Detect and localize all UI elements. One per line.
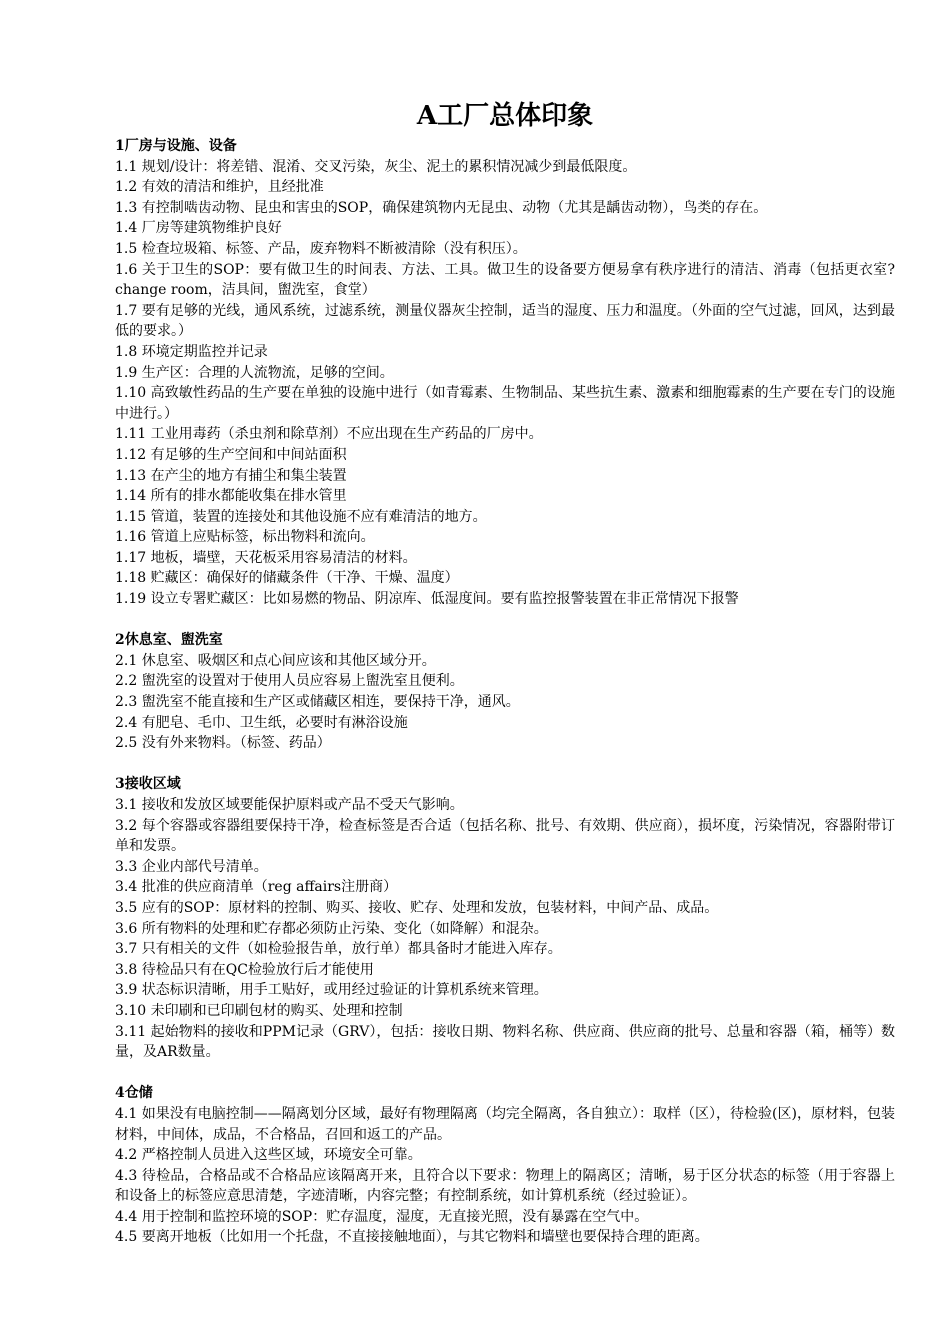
section-item: 1.19 设立专署贮藏区：比如易燃的物品、阴凉库、低湿度间。要有监控报警装置在非正常情况下报警 — [115, 591, 739, 608]
section-item: 1.2 有效的清洁和维护，且经批准 — [115, 179, 324, 196]
section-item: 2.3 盥洗室不能直接和生产区或储藏区相连，要保持干净，通风。 — [115, 694, 520, 711]
section-heading: 1厂房与设施、设备 — [115, 138, 237, 154]
section-item: 1.4 厂房等建筑物维护良好 — [115, 220, 282, 237]
section-heading: 2休息室、盥洗室 — [115, 632, 223, 649]
section-item: 4.2 严格控制人员进入这些区域，环境安全可靠。 — [115, 1147, 422, 1164]
section-item: 3.11 起始物料的接收和PPM记录（GRV），包括：接收日期、物料名称、供应商、供应商的批号、总量和容器（箱，桶等）数量，及AR数量。 — [115, 1023, 895, 1061]
section-heading: 4仓储 — [115, 1085, 153, 1102]
section-item: 1.6 关于卫生的SOP：要有做卫生的时间表、方法、工具。做卫生的设备要方便易拿有秩序进行的清洁、消毒（包括更衣室?change room，洁具间，盥洗室，食堂） — [115, 261, 895, 299]
section-item: 3.1 接收和发放区域要能保护原料或产品不受天气影响。 — [115, 797, 464, 813]
section-item: 1.3 有控制啮齿动物、昆虫和害虫的SOP，确保建筑物内无昆虫、动物（尤其是龋齿动物），鸟类的存在。 — [115, 199, 768, 216]
section-3 — [115, 774, 895, 1062]
section-item: 3.2 每个容器或容器组要保持干净，检查标签是否合适（包括名称、批号、有效期、供应商），损坏度，污染情况，容器附带订单和发票。 — [115, 817, 895, 855]
section-1 — [115, 136, 895, 610]
document-page — [115, 98, 895, 1269]
section-item: 4.4 用于控制和监控环境的SOP：贮存温度，湿度，无直接光照，没有暴露在空气中。 — [115, 1208, 649, 1225]
section-item: 1.9 生产区：合理的人流物流，足够的空间。 — [115, 364, 394, 381]
section-item: 2.1 休息室、吸烟区和点心间应该和其他区域分开。 — [115, 652, 436, 669]
section-item: 3.8 待检品只有在QC检验放行后才能使用 — [115, 961, 374, 978]
section-item: 2.4 有肥皂、毛巾、卫生纸，必要时有淋浴设施 — [115, 714, 408, 731]
section-item: 2.2 盥洗室的设置对于使用人员应容易上盥洗室且便利。 — [115, 673, 464, 690]
section-item: 3.10 未印刷和已印刷包材的购买、处理和控制 — [115, 1002, 403, 1019]
section-item: 2.5 没有外来物料。（标签、药品） — [115, 735, 331, 752]
section-heading: 3接收区域 — [115, 776, 181, 793]
section-2 — [115, 630, 895, 754]
sections-container — [115, 136, 895, 1248]
section-item: 3.4 批准的供应商清单（reg affairs注册商） — [115, 879, 398, 896]
section-item: 1.12 有足够的生产空间和中间站面积 — [115, 446, 347, 463]
section-item: 4.5 要离开地板（比如用一个托盘，不直接接触地面），与其它物料和墙壁也要保持合理的距离。 — [115, 1229, 709, 1246]
section-item: 4.3 待检品，合格品或不合格品应该隔离开来，且符合以下要求：物理上的隔离区；清晰，易于区分状态的标签（用于容器上和设备上的标签应意思清楚，字迹清晰，内容完整；有控制系统，如计算机系统（经过验证）。 — [115, 1167, 895, 1205]
section-item: 1.14 所有的排水都能收集在排水管里 — [115, 488, 347, 505]
section-item: 1.11 工业用毒药（杀虫剂和除草剂）不应出现在生产药品的厂房中。 — [115, 426, 543, 443]
section-item: 1.1 规划/设计：将差错、混淆、交叉污染，灰尘、泥土的累积情况减少到最低限度。 — [115, 158, 637, 175]
section-item: 3.9 状态标识清晰，用手工贴好，或用经过验证的计算机系统来管理。 — [115, 982, 548, 999]
section-item: 3.7 只有相关的文件（如检验报告单，放行单）都具备时才能进入库存。 — [115, 941, 562, 958]
section-item: 3.6 所有物料的处理和贮存都必须防止污染、变化（如降解）和混杂。 — [115, 920, 548, 937]
section-item: 1.13 在产尘的地方有捕尘和集尘装置 — [115, 467, 347, 484]
section-item: 1.8 环境定期监控并记录 — [115, 343, 268, 360]
section-item: 1.7 要有足够的光线，通风系统，过滤系统，测量仪器灰尘控制，适当的湿度、压力和温度。（外面的空气过滤，回风，达到最低的要求。） — [115, 302, 895, 340]
section-item: 1.18 贮藏区：确保好的储藏条件（干净、干燥、温度） — [115, 570, 459, 587]
document-title: A工厂总体印象 — [416, 101, 594, 131]
section-item: 3.3 企业内部代号清单。 — [115, 858, 268, 875]
section-item: 1.16 管道上应贴标签，标出物料和流向。 — [115, 529, 375, 546]
section-item: 1.17 地板，墙壁，天花板采用容易清洁的材料。 — [115, 549, 417, 566]
section-item: 3.5 应有的SOP：原材料的控制、购买、接收、贮存、处理和发放，包装材料，中间产品、成品。 — [115, 899, 719, 916]
section-4 — [115, 1083, 895, 1248]
section-item: 1.5 检查垃圾箱、标签、产品，废弃物料不断被清除（没有积压）。 — [115, 240, 527, 257]
section-item: 1.15 管道，装置的连接处和其他设施不应有难清洁的地方。 — [115, 508, 487, 525]
section-item: 4.1 如果没有电脑控制——隔离划分区域，最好有物理隔离（均完全隔离，各自独立）：取样（区），待检验(区)，原材料，包装材料，中间体，成品，不合格品，召回和返工的产品。 — [115, 1105, 895, 1143]
section-item: 1.10 高致敏性药品的生产要在单独的设施中进行（如青霉素、生物制品、某些抗生素、激素和细胞霉素的生产要在专门的设施中进行。） — [115, 385, 895, 422]
